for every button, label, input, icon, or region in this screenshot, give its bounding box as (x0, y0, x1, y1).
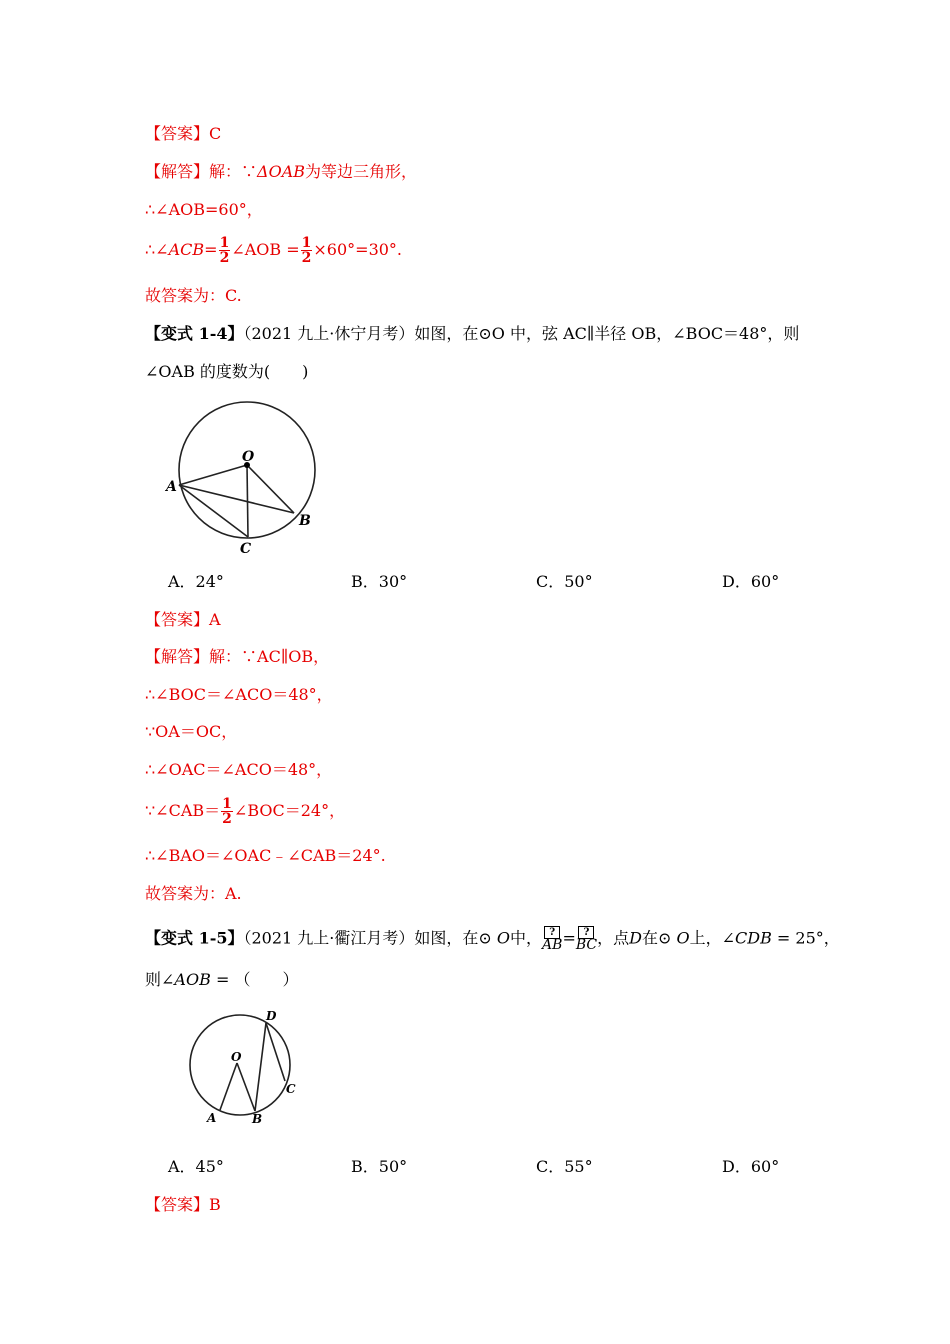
label-o: O (242, 449, 255, 465)
question-text: ，点 (597, 928, 630, 948)
question-text: 如图，在 (414, 928, 479, 948)
answer-line-3 (145, 1194, 221, 1216)
option-b[interactable]: B．50° (351, 1157, 408, 1176)
label-o: O (231, 1050, 242, 1064)
question-text: 中， (510, 928, 543, 948)
circle-outline (190, 1015, 290, 1115)
question-text: = （ ） (210, 970, 299, 989)
answer-label: 【答案】 (145, 124, 210, 143)
label-c: C (240, 541, 252, 557)
question-1-4-line-1 (145, 323, 799, 345)
solution2-line-2: ∴∠BOC＝∠ACO＝48°， (145, 685, 333, 704)
math-var: ΔOAB (257, 162, 306, 181)
question-source: （2021 九上·衢江月考） (243, 928, 415, 948)
fraction: $\frac{1}{2}$ (219, 235, 230, 266)
label-c: C (286, 1082, 296, 1096)
answer-value: B (209, 1195, 221, 1214)
answer-label: 【答案】 (145, 610, 210, 629)
label-a: A (207, 1111, 217, 1125)
conclusion-line: 故答案为：C. (145, 286, 242, 305)
question-text: 如图，在⊙O 中，弦 AC∥半径 OB，∠BOC＝48°，则 (414, 324, 800, 343)
arc-ab: $\frac{?}{AB}$ (542, 927, 563, 953)
answer-value: A (209, 610, 221, 629)
solution2-line-3: ∵OA＝OC， (145, 722, 238, 741)
option-c[interactable]: C．55° (536, 1157, 593, 1176)
label-a: A (166, 479, 177, 495)
fraction: $\frac{1}{2}$ (301, 235, 312, 266)
solution2-line-5 (145, 797, 345, 826)
math-var: D (629, 928, 642, 948)
solution2-line-1 (145, 646, 329, 668)
question-1-5-line-1 (145, 926, 840, 952)
question-text: = 25°， (771, 928, 840, 948)
option-a[interactable]: A．24° (168, 572, 224, 591)
conclusion-line-2: 故答案为：A. (145, 884, 242, 903)
segment-oa (220, 1063, 237, 1110)
solution-label: 【解答】 (145, 162, 210, 181)
arc-bc: $\frac{?}{BC}$ (575, 927, 598, 953)
segment-ob (237, 1063, 255, 1111)
solution-text: 解：∵ (209, 162, 258, 181)
label-d: D (266, 1009, 277, 1023)
answer-value: C (209, 124, 222, 143)
solution-text: ×60°=30°. (313, 240, 403, 259)
option-d[interactable]: D．60° (722, 1157, 780, 1176)
answer-label: 【答案】 (145, 1195, 210, 1214)
circle-diagram-1-5 (180, 1005, 310, 1130)
question-1-4-line-2: ∠OAB 的度数为( ) (145, 362, 309, 381)
question-text: 则∠ (145, 970, 175, 989)
answer-line-2 (145, 609, 221, 631)
solution-line-1 (145, 161, 417, 183)
solution-label: 【解答】 (145, 647, 210, 666)
solution-text: = (204, 240, 218, 259)
answer-line-1 (145, 123, 221, 145)
segment-oa (179, 465, 247, 485)
option-d[interactable]: D．60° (722, 572, 780, 591)
question-text: 上，∠ (689, 928, 735, 948)
label-b: B (252, 1112, 263, 1126)
question-1-5-line-2 (145, 969, 298, 991)
math-circle: ⊙ O (657, 928, 690, 948)
solution-line-3 (145, 236, 402, 265)
solution-text: ∠BOC＝24°， (233, 801, 346, 820)
question-source: （2021 九上·休宁月考） (243, 324, 415, 343)
question-text: 在 (641, 928, 658, 948)
solution2-line-6: ∴∠BAO＝∠OAC﹣∠CAB＝24°. (145, 846, 386, 865)
option-c[interactable]: C．50° (536, 572, 593, 591)
solution-text: ∵∠CAB＝ (145, 801, 221, 820)
solution-text: ∴∠ (145, 240, 169, 259)
solution2-line-4: ∴∠OAC＝∠ACO＝48°， (145, 760, 333, 779)
math-var: CDB (735, 928, 772, 948)
segment-ob (247, 465, 294, 513)
segment-dc (266, 1023, 285, 1081)
segment-db (255, 1023, 266, 1111)
solution-text: 解：∵AC∥OB， (209, 647, 330, 666)
solution-line-2: ∴∠AOB=60°， (145, 200, 263, 219)
fraction: $\frac{1}{2}$ (222, 796, 232, 827)
question-label: 【变式 1-4】 (145, 324, 244, 343)
solution-text: 为等边三角形， (305, 162, 418, 181)
question-label: 【变式 1-5】 (145, 928, 244, 948)
circle-diagram-1-4 (160, 395, 325, 560)
question-text: = (562, 928, 576, 948)
label-b: B (299, 513, 311, 529)
solution-text: ∠AOB = (231, 240, 300, 259)
math-circle: ⊙ O (478, 928, 511, 948)
math-var: AOB (174, 970, 211, 989)
option-b[interactable]: B．30° (351, 572, 408, 591)
math-var: ACB (168, 240, 205, 259)
option-a[interactable]: A．45° (168, 1157, 224, 1176)
